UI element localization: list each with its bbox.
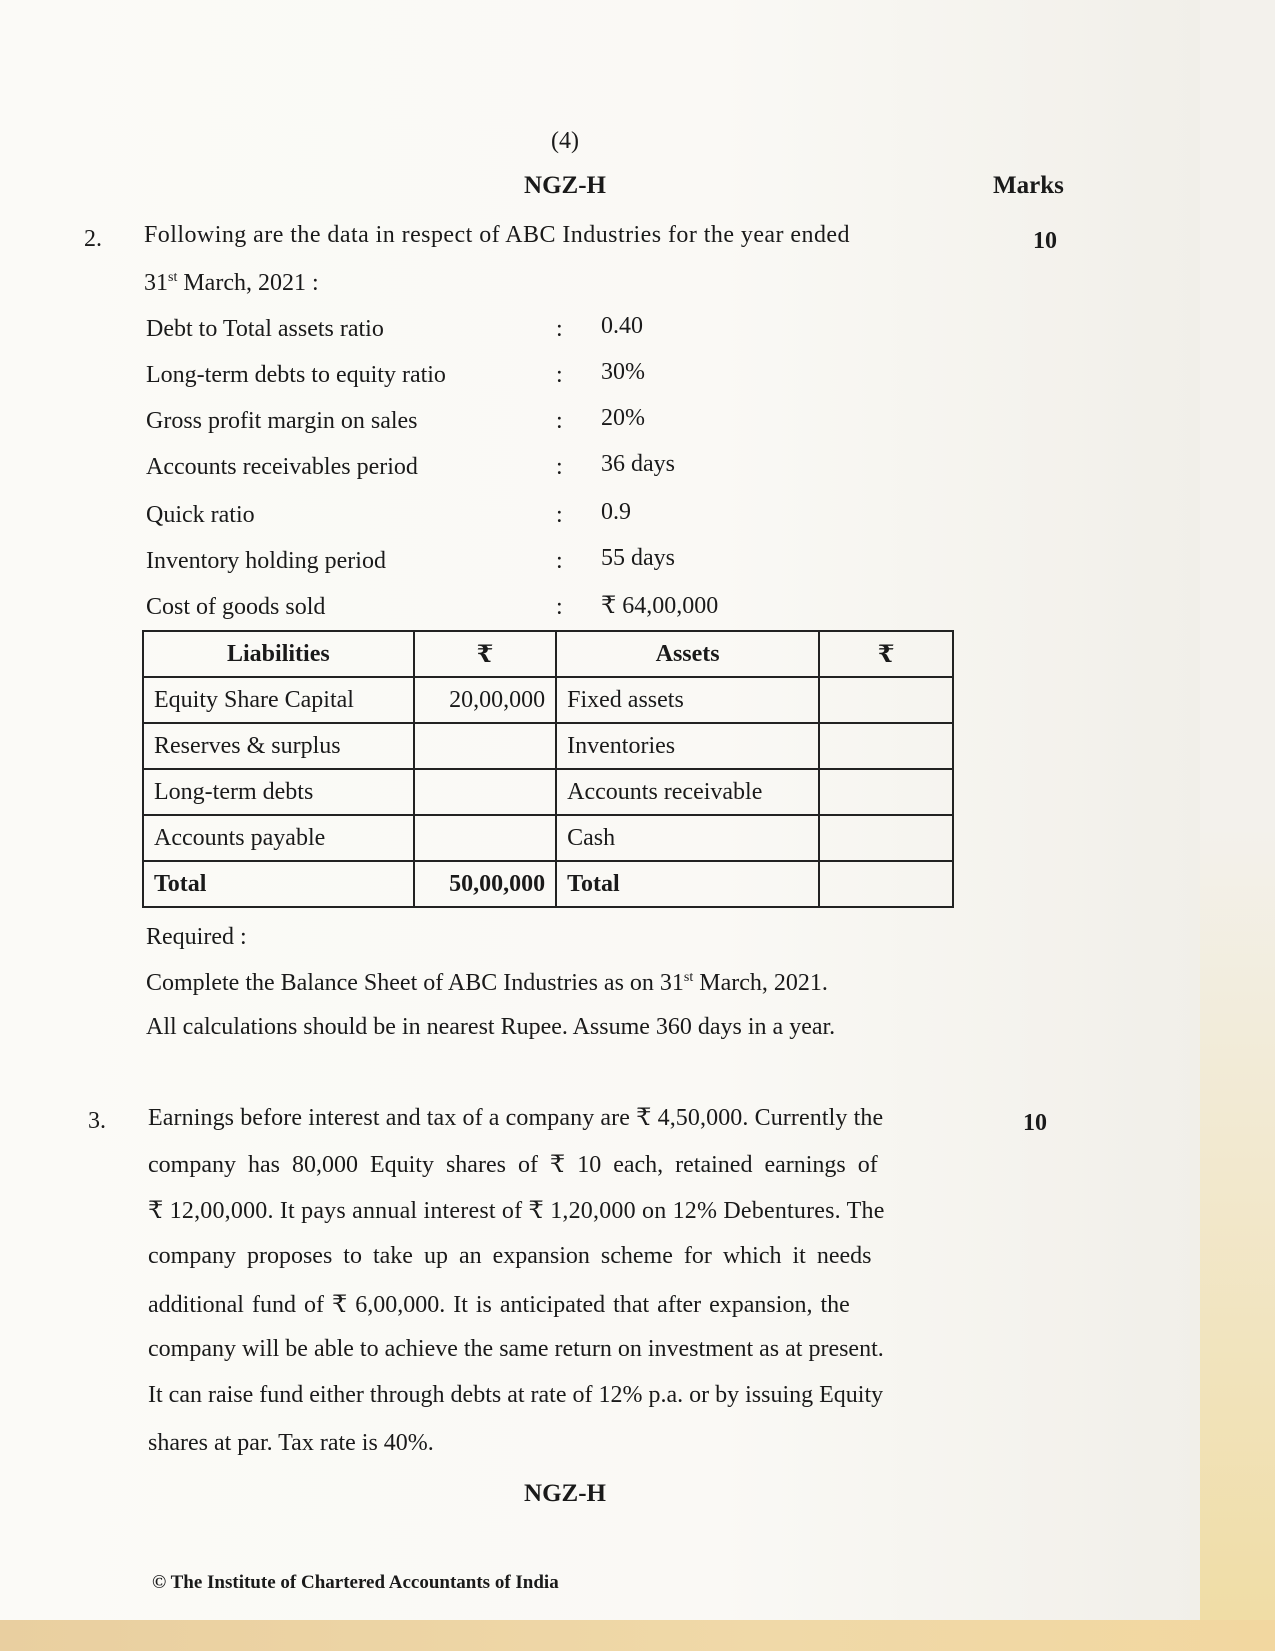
question-2-date: 31st March, 2021 :: [144, 270, 319, 296]
ratio-value: 0.9: [601, 499, 631, 525]
q3-line: ₹ 12,00,000. It pays annual interest of ₹ 1,20,000 on 12% Debentures. The: [148, 1198, 885, 1224]
table-row: [143, 677, 953, 723]
ratio-value: 0.40: [601, 313, 643, 339]
required-line-1: Complete the Balance Sheet of ABC Industries as on 31st March, 2021.: [146, 970, 828, 996]
required-label: Required :: [146, 924, 247, 950]
ratio-value: 20%: [601, 405, 645, 431]
table-cell: [414, 723, 556, 769]
table-cell: Fixed assets: [556, 677, 819, 723]
ratio-colon: :: [556, 594, 563, 620]
table-cell: Accounts receivable: [556, 769, 819, 815]
table-row: [143, 769, 953, 815]
table-cell: [414, 815, 556, 861]
question-2-marks: 10: [1033, 228, 1057, 254]
table-cell: [819, 861, 953, 907]
table-header-row: [143, 631, 953, 677]
table-cell: 50,00,000: [414, 861, 556, 907]
question-3-number: 3.: [88, 1108, 106, 1134]
table-row: [143, 815, 953, 861]
header-rupee: ₹: [819, 631, 953, 677]
paper-edge-right: [1200, 0, 1275, 1651]
table-cell: Reserves & surplus: [143, 723, 414, 769]
ratio-colon: :: [556, 408, 563, 434]
ratio-label: Cost of goods sold: [146, 594, 326, 620]
ratio-colon: :: [556, 548, 563, 574]
table-cell: [819, 723, 953, 769]
table-cell: Total: [556, 861, 819, 907]
table-cell: [819, 815, 953, 861]
ratio-label: Inventory holding period: [146, 548, 386, 574]
ratio-colon: :: [556, 316, 563, 342]
header-liabilities: Liabilities: [143, 631, 414, 677]
table-cell: [819, 769, 953, 815]
q3-line: Earnings before interest and tax of a company are ₹ 4,50,000. Currently the: [148, 1105, 884, 1131]
ratio-label: Quick ratio: [146, 502, 255, 528]
table-cell: Accounts payable: [143, 815, 414, 861]
q3-line: company will be able to achieve the same return on investment as at present.: [148, 1336, 884, 1362]
table-cell: Inventories: [556, 723, 819, 769]
q3-line: It can raise fund either through debts at rate of 12% p.a. or by issuing Equity: [148, 1382, 884, 1408]
table-total-row: [143, 861, 953, 907]
q3-line: company proposes to take up an expansion scheme for which it needs: [148, 1243, 872, 1269]
table-cell: Long-term debts: [143, 769, 414, 815]
ratio-label: Debt to Total assets ratio: [146, 316, 384, 342]
required-line-2: All calculations should be in nearest Rupee. Assume 360 days in a year.: [146, 1014, 836, 1040]
table-cell: Total: [143, 861, 414, 907]
header-assets: Assets: [556, 631, 819, 677]
ratio-value: 55 days: [601, 545, 675, 571]
question-3-marks: 10: [1023, 1110, 1047, 1136]
table-cell: Equity Share Capital: [143, 677, 414, 723]
question-2-intro: Following are the data in respect of ABC Industries for the year ended: [144, 222, 850, 248]
q3-line: company has 80,000 Equity shares of ₹ 10 each, retained earnings of: [148, 1152, 878, 1178]
table-row: [143, 723, 953, 769]
ratio-label: Accounts receivables period: [146, 454, 418, 480]
table-cell: Cash: [556, 815, 819, 861]
ratio-colon: :: [556, 454, 563, 480]
q3-line: additional fund of ₹ 6,00,000. It is anticipated that after expansion, the: [148, 1292, 850, 1318]
q3-line: shares at par. Tax rate is 40%.: [148, 1430, 434, 1456]
ratio-label: Long-term debts to equity ratio: [146, 362, 446, 388]
paper-edge-bottom: [0, 1620, 1275, 1651]
ratio-label: Gross profit margin on sales: [146, 408, 418, 434]
table-cell: 20,00,000: [414, 677, 556, 723]
ratio-value: 36 days: [601, 451, 675, 477]
copyright-footer: © The Institute of Chartered Accountants of India: [152, 1572, 559, 1593]
header-rupee: ₹: [414, 631, 556, 677]
paper-code-top: NGZ-H: [524, 172, 606, 199]
ratio-value: ₹ 64,00,000: [601, 593, 719, 619]
balance-sheet-table: [142, 630, 954, 908]
table-cell: [414, 769, 556, 815]
table-cell: [819, 677, 953, 723]
marks-header: Marks: [993, 172, 1064, 199]
ratio-colon: :: [556, 362, 563, 388]
ratio-value: 30%: [601, 359, 645, 385]
ratio-colon: :: [556, 502, 563, 528]
question-2-number: 2.: [84, 226, 102, 252]
page-number: (4): [551, 128, 579, 154]
paper-code-bottom: NGZ-H: [524, 1480, 606, 1507]
